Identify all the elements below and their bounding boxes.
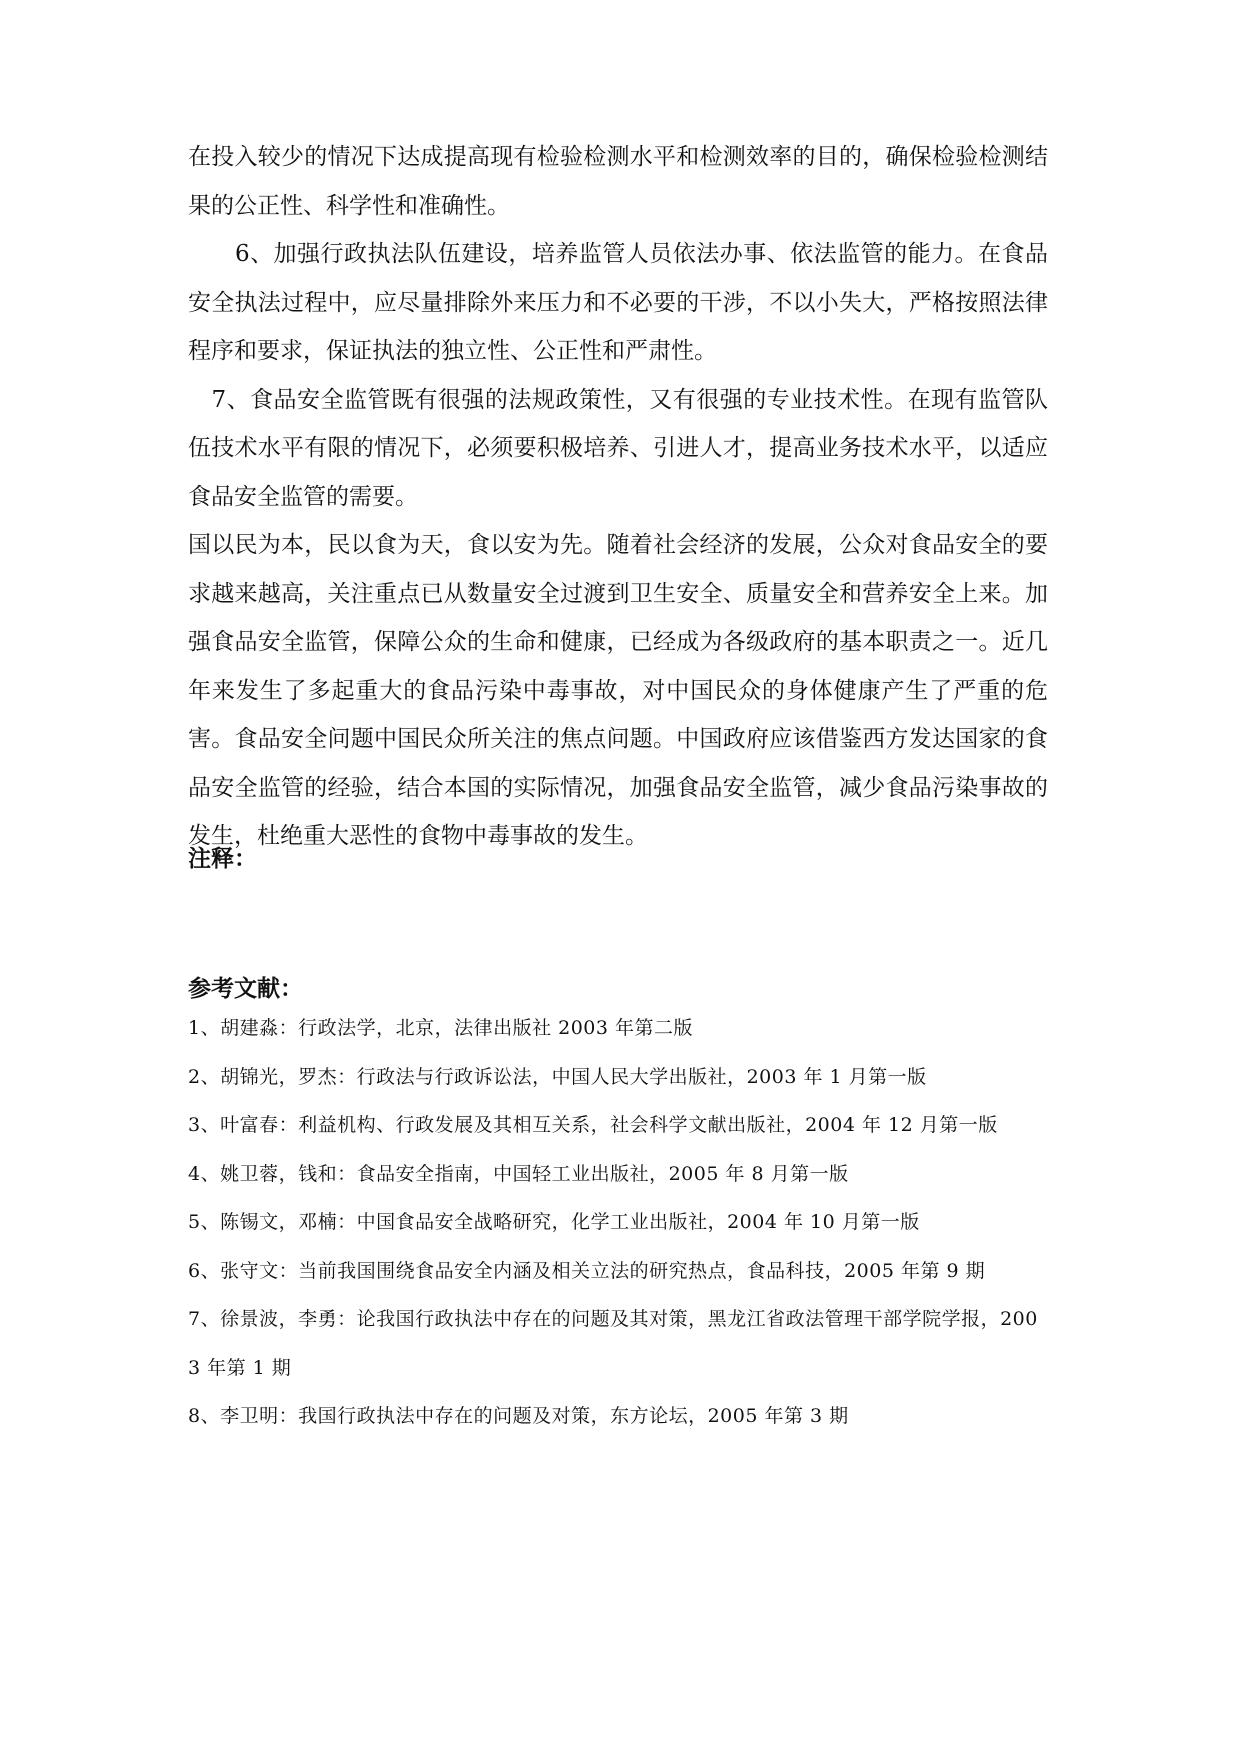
reference-item: 1、胡建淼：行政法学，北京，法律出版社 2003 年第二版 — [188, 1017, 694, 1039]
reference-item: 8、李卫明：我国行政执法中存在的问题及对策，东方论坛，2005 年第 3 期 — [188, 1405, 849, 1427]
reference-item: 3、叶富春：利益机构、行政发展及其相互关系，社会科学文献出版社，2004 年 12 月第一版 — [188, 1114, 998, 1136]
reference-item: 7、徐景波，李勇：论我国行政执法中存在的问题及其对策，黑龙江省政法管理干部学院学报，2003 年第 1 期 — [188, 1308, 1038, 1379]
references-heading: 参考文献： — [188, 976, 303, 1002]
reference-item: 2、胡锦光，罗杰：行政法与行政诉讼法，中国人民大学出版社，2003 年 1 月第一版 — [188, 1065, 927, 1088]
reference-item: 4、姚卫蓉，钱和：食品安全指南，中国轻工业出版社，2005 年 8 月第一版 — [188, 1162, 849, 1185]
notes-heading: 注释： — [188, 846, 257, 872]
reference-item: 6、张守文：当前我国围绕食品安全内涵及相关立法的研究热点，食品科技，2005 年第 9 期 — [188, 1259, 986, 1282]
paragraph-inspection: 在投入较少的情况下达成提高现有检验检测水平和检测效率的目的，确保检验检测结果的公正性、科学性和准确性。 — [188, 144, 1048, 219]
paragraph-item-6: 6、加强行政执法队伍建设，培养监管人员依法办事、依法监管的能力。在食品安全执法过程中，应尽量排除外来压力和不必要的干涉，不以小失大，严格按照法律程序和要求，保证执法的独立性、公正性和严肃性。 — [188, 241, 1048, 364]
reference-list — [188, 1004, 1048, 1441]
body-text — [188, 133, 1048, 861]
paragraph-item-7: 7、食品安全监管既有很强的法规政策性，又有很强的专业技术性。在现有监管队伍技术水平有限的情况下，必须要积极培养、引进人才，提高业务技术水平，以适应食品安全监管的需要。 — [188, 386, 1048, 510]
paragraph-conclusion: 国以民为本，民以食为天，食以安为先。随着社会经济的发展，公众对食品安全的要求越来越高，关注重点已从数量安全过渡到卫生安全、质量安全和营养安全上来。加强食品安全监管，保障公众的生命和健康，已经成为各级政府的基本职责之一。近几年来发生了多起重大的食品污染中毒事故，对中国民众的身体健康产生了严重的危害。食品安全问题中国民众所关注的焦点问题。中国政府应该借鉴西方发达国家的食品安全监管的经验，结合本国的实际情况，加强食品安全监管，减少食品污染事故的发生，杜绝重大恶性的食物中毒事故的发生。 — [188, 532, 1048, 849]
reference-item: 5、陈锡文，邓楠：中国食品安全战略研究，化学工业出版社，2004 年 10 月第一版 — [188, 1211, 920, 1233]
